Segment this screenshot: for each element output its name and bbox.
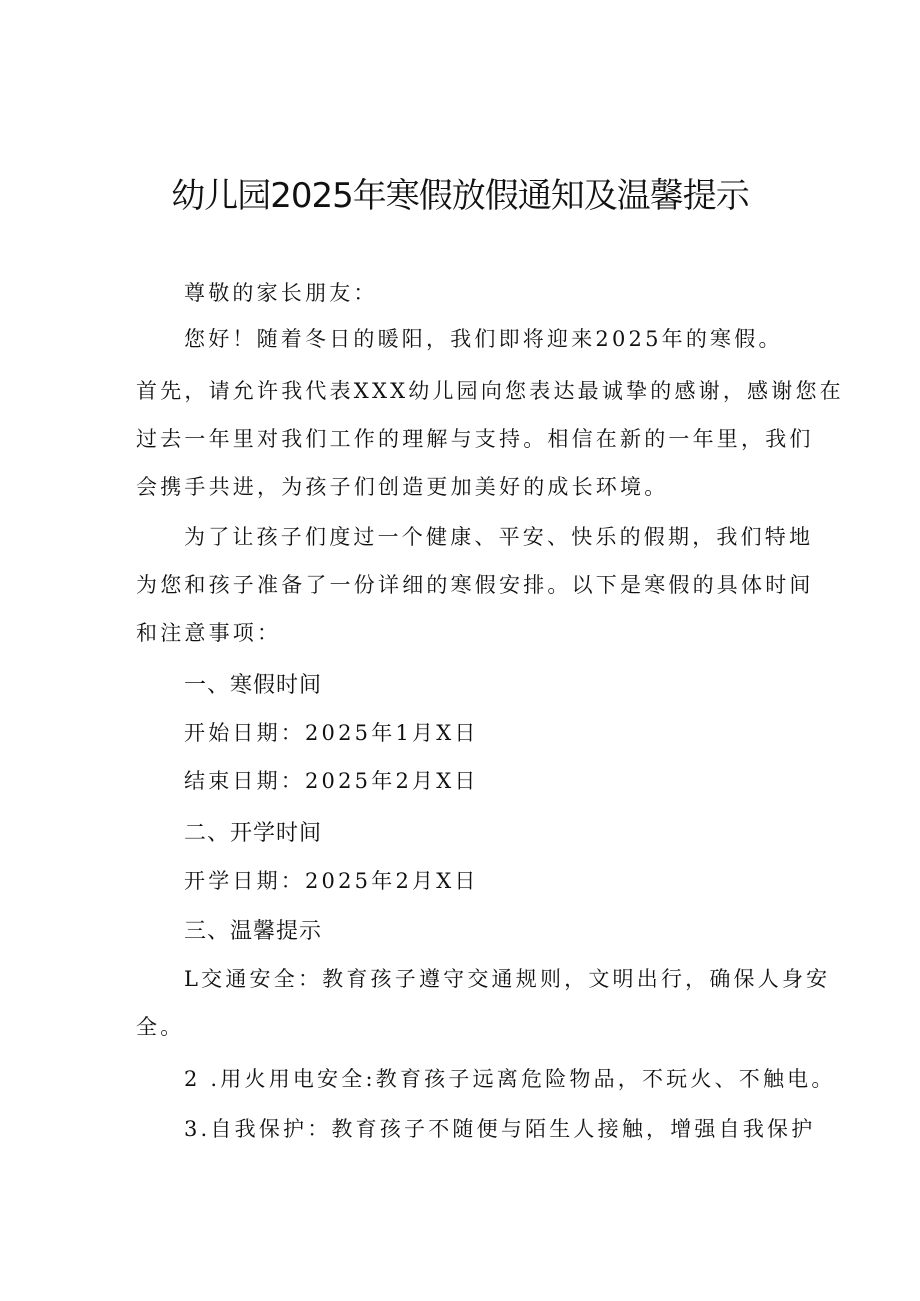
tip2: 2 .用火用电安全:教育孩子远离危险物品，不玩火、不触电。	[184, 1067, 836, 1091]
para2-line1: 为了让孩子们度过一个健康、平安、快乐的假期，我们特地	[184, 525, 814, 549]
holiday-start-date: 开始日期：2025年1月X日	[184, 721, 479, 745]
para2-line2: 为您和孩子准备了一份详细的寒假安排。以下是寒假的具体时间	[136, 573, 814, 597]
section1-heading: 一、寒假时间	[184, 673, 323, 698]
greeting: 尊敬的家长朋友：	[184, 281, 378, 305]
school-start-date: 开学日期：2025年2月X日	[184, 869, 479, 893]
holiday-end-date: 结束日期：2025年2月X日	[184, 769, 479, 793]
para2-line3: 和注意事项：	[136, 621, 282, 645]
para1-line3: 会携手共进，为孩子们创造更加美好的成长环境。	[136, 475, 669, 499]
document-title: 幼儿园2025年寒假放假通知及温馨提示	[171, 176, 749, 216]
section3-heading: 三、温馨提示	[184, 919, 323, 944]
tip1-line2: 全。	[136, 1015, 185, 1039]
tip1-line1: L交通安全：教育孩子遵守交通规则，文明出行，确保人身安	[184, 967, 831, 991]
para1-line2: 过去一年里对我们工作的理解与支持。相信在新的一年里，我们	[136, 427, 814, 451]
tip3: 3.自我保护：教育孩子不随便与陌生人接触，增强自我保护	[184, 1117, 816, 1141]
section2-heading: 二、开学时间	[184, 821, 323, 846]
intro-paragraph: 您好！随着冬日的暖阳，我们即将迎来2025年的寒假。	[184, 327, 783, 351]
para1-line1: 首先，请允许我代表XXX幼儿园向您表达最诚挚的感谢，感谢您在	[136, 379, 844, 403]
